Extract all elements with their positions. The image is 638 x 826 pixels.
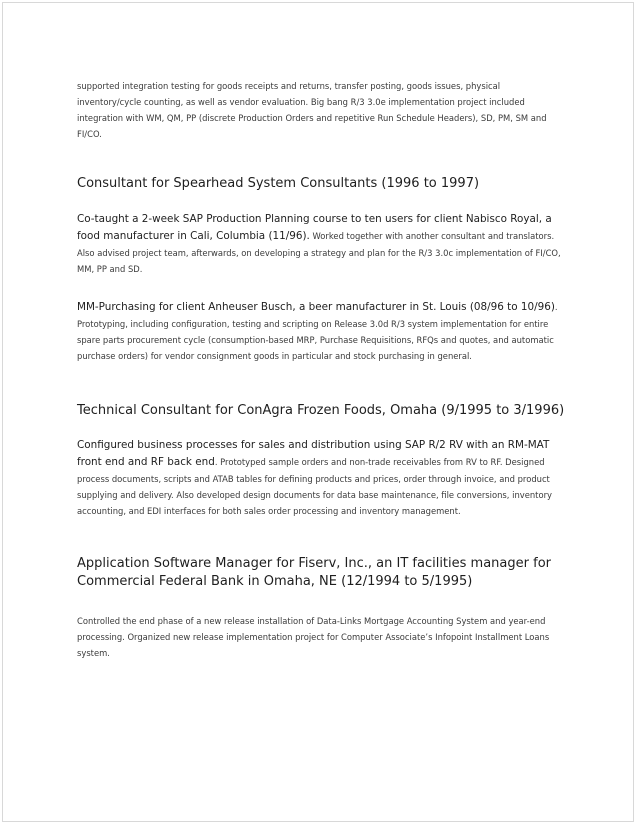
intro-paragraph: supported integration testing for goods receipts and returns, transfer posting, goods issues, physical inventory/cycle counting, as well as vendor evaluation. Big bang R/3 3.0e implementation project included integration with WM, QM, PP (discrete Production Orders and repetitive Run Schedule Headers), SD, PM, SM and FI/CO. [77,81,547,139]
paragraph-nabisco [77,211,567,277]
paragraph-lead: Configured business processes for sales and distribution using SAP R/2 RV with an RM-MAT front end and RF back end [77,439,550,468]
resume-content [77,78,567,661]
paragraph-anheuser-busch [77,299,567,364]
paragraph-body: . Prototyping, including configuration, testing and scripting on Release 3.0d R/3 system implementation for entire spare parts procurement cycle (consumption-based MRP, Purchase Requisitions, RFQs and quotes, and automatic purchase orders) for vendor consignment goods in particular and stock purchasing in general. [77,302,558,361]
paragraph-lead: MM-Purchasing for client Anheuser Busch, a beer manufacturer in St. Louis (08/96 to 10/96) [77,301,555,313]
paragraph-lead: Co-taught a 2-week SAP Production Planning course to ten users for client Nabisco Royal, a food manufacturer in Cali, Columbia (11/96). [77,213,552,242]
paragraph-sap-rv [77,437,567,519]
section-heading-fiserv: Application Software Manager for Fiserv, Inc., an IT facilities manager for Commercial Federal Bank in Omaha, NE (12/1994 to 5/1995) [77,556,551,589]
paragraph-body: . Prototyped sample orders and non-trade receivables from RV to RF. Designed process documents, scripts and ATAB tables for defining products and prices, order through invoice, and product supplying and delivery. Also developed design documents for data base maintenance, file conversions, inventory accounting, and EDI interfaces for both sales order processing and inventory management. [77,457,552,516]
paragraph-body: Worked together with another consultant and translators. Also advised project team, afterwards, on developing a strategy and plan for the R/3 3.0c implementation of FI/CO, MM, PP and SD. [77,231,561,274]
resume-page [2,2,634,822]
section-heading-conagra: Technical Consultant for ConAgra Frozen Foods, Omaha (9/1995 to 3/1996) [77,403,565,418]
section-heading-spearhead: Consultant for Spearhead System Consultants (1996 to 1997) [77,176,480,191]
paragraph-data-links: Controlled the end phase of a new release installation of Data-Links Mortgage Accounting System and year-end processing. Organized new release implementation project for Computer Associate’s Infopoint Installment Loans system. [77,616,550,658]
